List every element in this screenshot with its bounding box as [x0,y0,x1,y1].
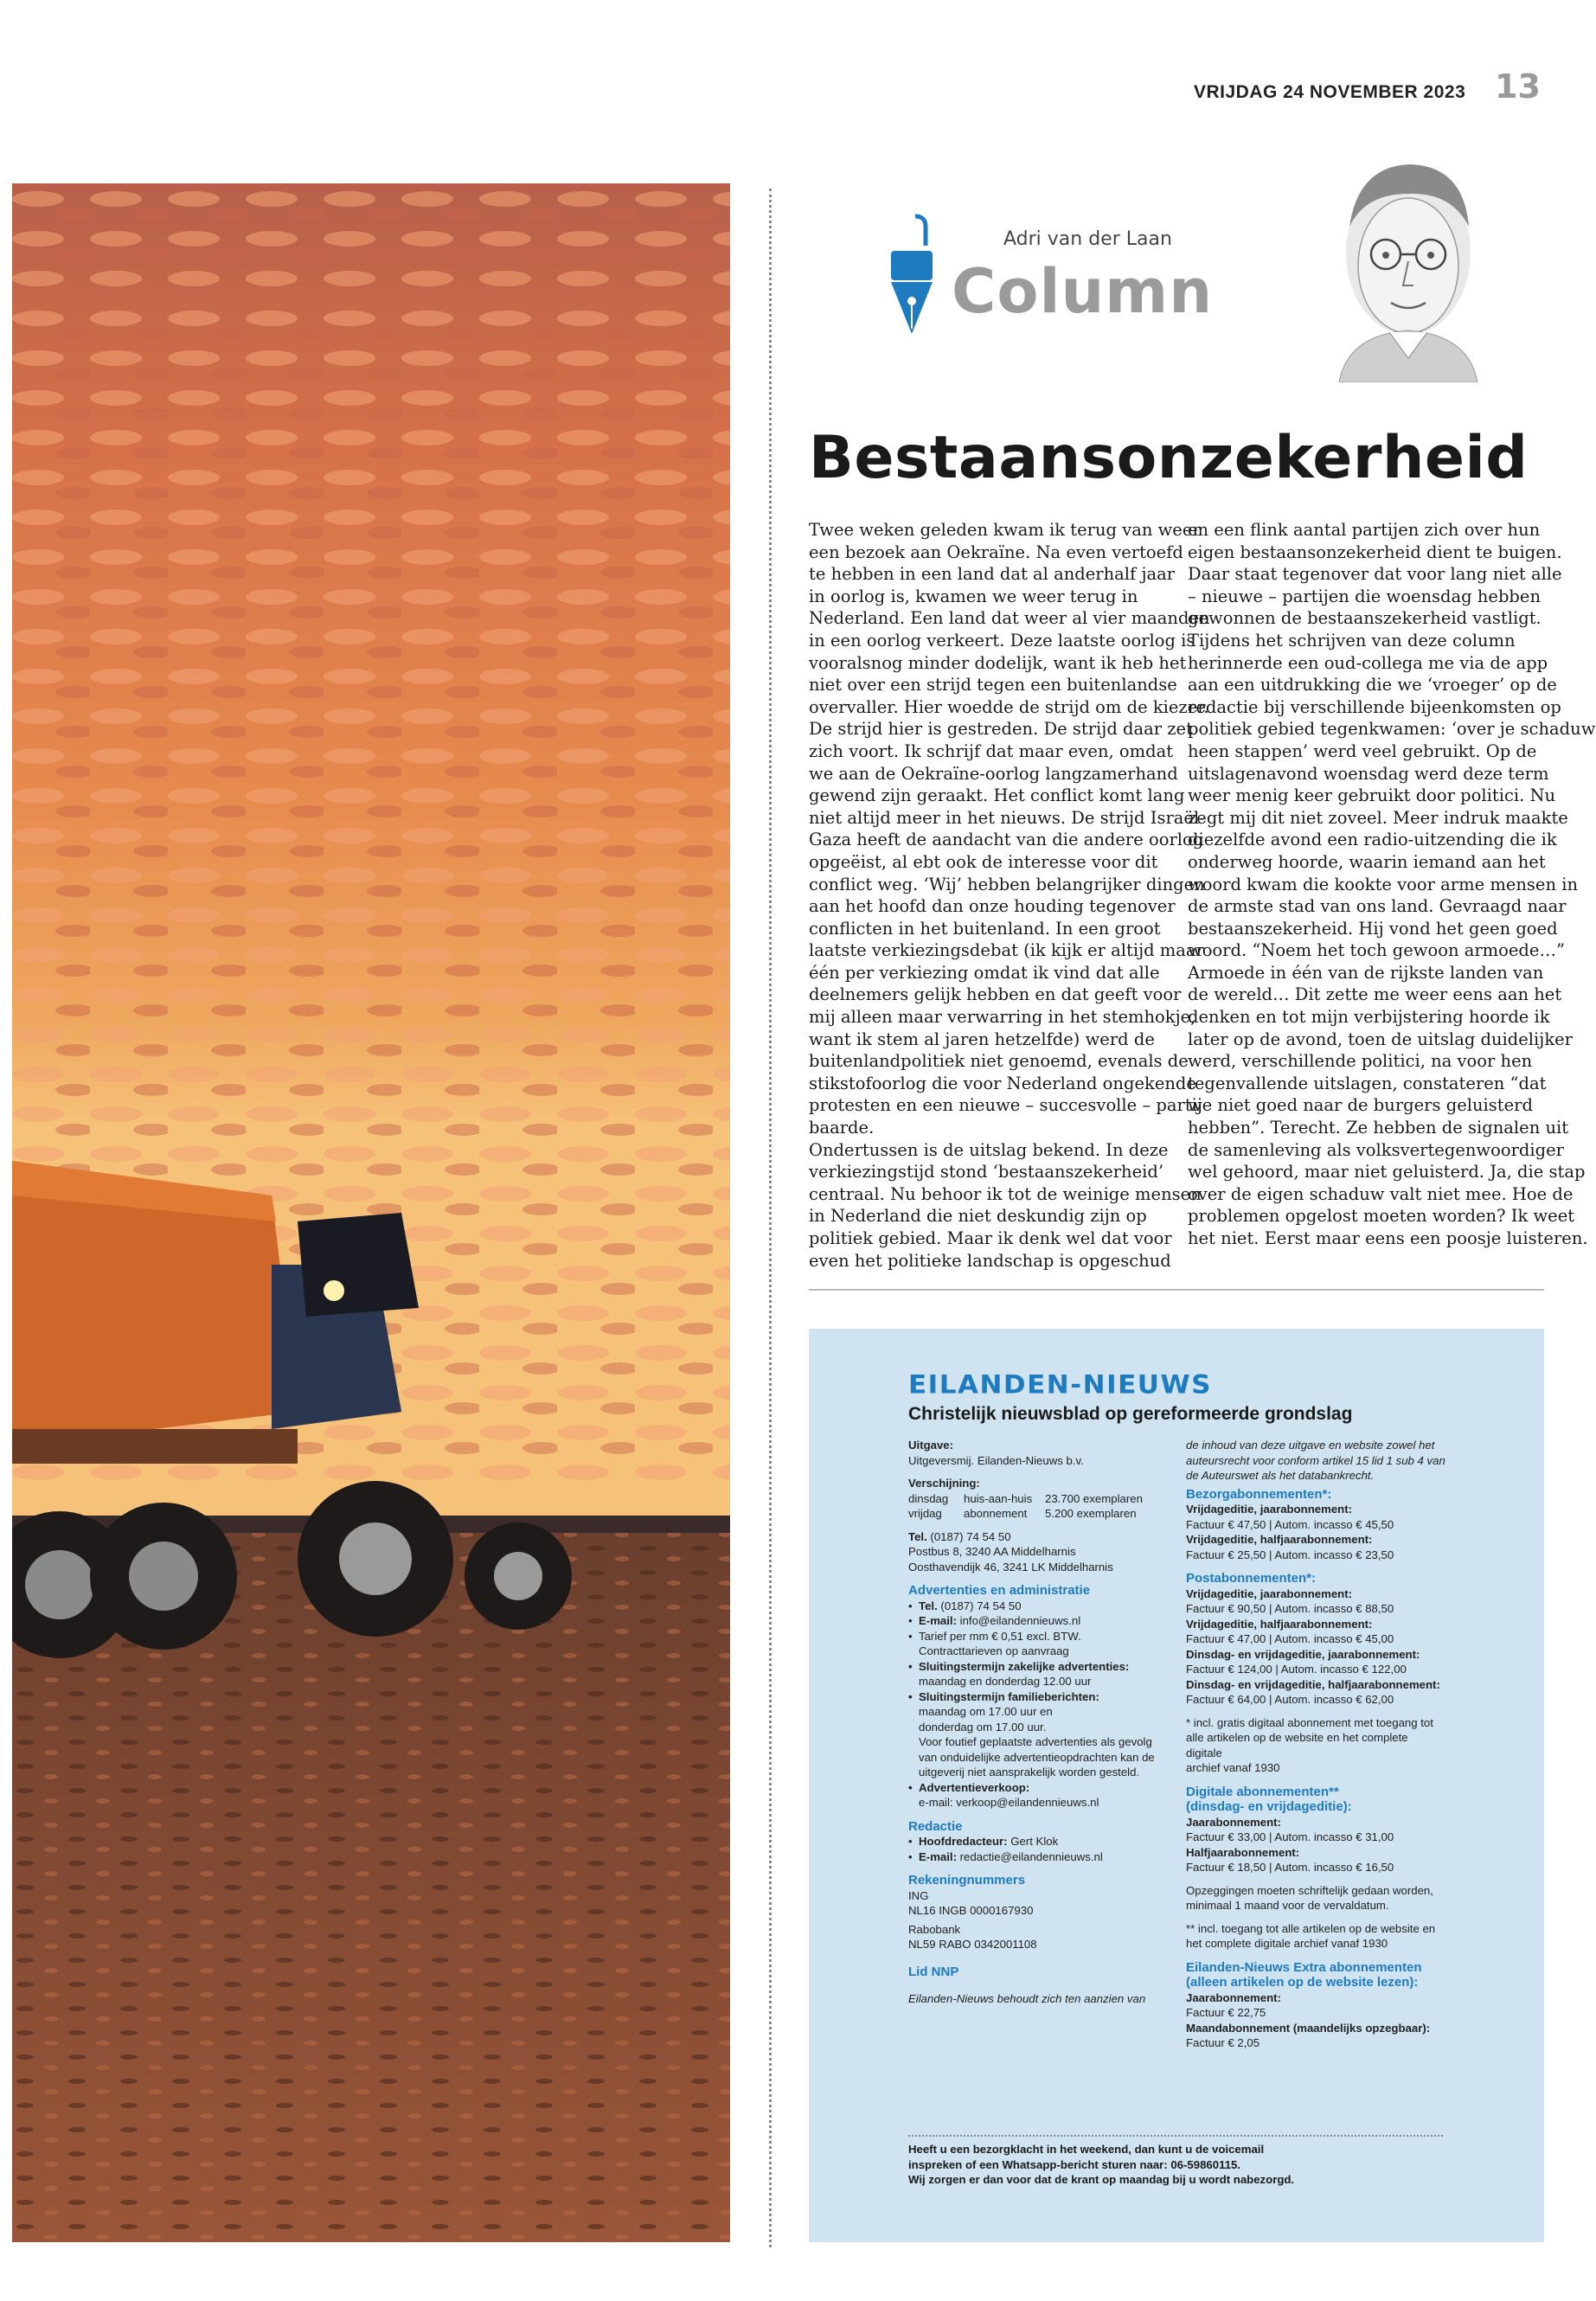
uitgave-heading: Uitgave: [908,1439,954,1452]
body-line: eigen bestaansonzekerheid dient te buigen. [1188,542,1562,562]
body-line: in een oorlog verkeert. Deze laatste oorlog is [809,630,1195,651]
body-line: protesten en een nieuwe – succesvolle – partij [809,1095,1202,1116]
adv-tel: • Tel. (0187) 74 54 50 [908,1599,1168,1614]
author-portrait [1322,149,1495,386]
bank-rabo: Rabobank [908,1922,961,1936]
newspaper-logo: EILANDEN-NIEUWS [908,1369,1212,1400]
body-line: woord kwam die kookte voor arme mensen in [1188,874,1579,894]
body-line: De strijd hier is gestreden. De strijd daar zet [809,719,1193,740]
article-body-col1 [809,519,1210,1272]
extra-heading-2: (alleen artikelen op de website lezen): [1186,1975,1419,1990]
body-line: gewonnen de bestaanszekerheid vastligt. [1188,608,1542,629]
opzegging-line: Opzeggingen moeten schriftelijk gedaan worden, [1186,1883,1433,1897]
body-line: heen stappen’ werd veel gebruikt. Op de [1188,740,1537,761]
verschijning-row: dinsdag huis-aan-huis 23.700 exemplaren [908,1491,1143,1505]
bezorg-heading: Bezorgabonnementen*: [1186,1486,1332,1502]
body-line: Nederland. Een land dat weer al vier maanden [809,608,1210,629]
body-line: we aan de Oekraïne-oorlog langzamerhand [809,763,1178,784]
footnote-line: het complete digitale archief vanaf 1930 [1186,1937,1388,1950]
adv-sluit-zakelijk-label: • Sluitingstermijn zakelijke advertenties: [908,1659,1168,1675]
extra-heading-1: Eilanden-Nieuws Extra abonnementen [1186,1959,1422,1975]
notice-line: Heeft u een bezorgklacht in het weekend, dan kunt u de voicemail [908,2143,1265,2156]
adv-note-3: uitgeverij niet aansprakelijk worden gesteld. [919,1766,1140,1779]
price-value: Factuur € 47,50 | Autom. incasso € 45,50 [1186,1517,1394,1531]
fountain-pen-icon [882,208,943,341]
article-body-col2 [1188,519,1596,1250]
price-value: Factuur € 18,50 | Autom. incasso € 16,50 [1186,1861,1394,1874]
footnote-line: alle artikelen op de website en het complete digitale [1186,1731,1408,1759]
colophon-divider [908,2135,1443,2137]
price-value: Factuur € 64,00 | Autom. incasso € 62,00 [1186,1693,1394,1706]
price-value: Factuur € 2,05 [1186,2036,1260,2049]
body-line: verkiezingstijd stond ‘bestaanszekerheid’ [809,1162,1164,1183]
body-line: niet altijd meer in het nieuws. De strijd Israël- [809,807,1205,828]
body-line: tegenvallende uitslagen, constateren “dat [1188,1073,1547,1093]
column-divider [769,189,772,2247]
body-line: politiek gebied. Maar ik denk wel dat voor [809,1228,1172,1248]
adv-note-1: Voor foutief geplaatste advertenties als gevolg [919,1735,1152,1748]
body-line: conflicten in het buitenland. In een groot [809,918,1161,939]
body-line: laatste verkiezingsdebat (ik kijk er altijd maar [809,940,1204,961]
adv-contract: Contracttarieven op aanvraag [919,1644,1069,1657]
telephone: Tel. (0187) 74 54 50 [908,1529,1011,1543]
digitaal-heading-1: Digitale abonnementen** [1186,1784,1339,1799]
body-line: conflict weg. ‘Wij’ hebben belangrijker dingen [809,874,1205,894]
body-line: werd, verschillende politici, na voor hen [1188,1051,1533,1072]
price-label: Maandabonnement (maandelijks opzegbaar): [1186,2021,1431,2035]
adv-sluit-zakelijk: maandag en donderdag 12.00 uur [919,1675,1092,1688]
body-line: hebben”. Terecht. Ze hebben de signalen uit [1188,1118,1569,1138]
body-line: Armoede in één van de rijkste landen van [1188,962,1544,983]
column-label: Column [952,256,1214,327]
price-label: Jaarabonnement: [1186,1815,1281,1829]
price-label: Halfjaarabonnement: [1186,1845,1300,1859]
body-line: diezelfde avond een radio-uitzending die ik [1188,830,1557,850]
body-line: later op de avond, toen de uitslag duidelijker [1188,1029,1573,1049]
body-line: uitslagenavond woensdag werd deze term [1188,763,1549,784]
price-value: Factuur € 33,00 | Autom. incasso € 31,00 [1186,1830,1394,1843]
body-line: te hebben in een land dat al anderhalf jaar [809,564,1176,585]
hoofdredacteur: • Hoofdredacteur: Gert Klok [908,1834,1168,1849]
adv-email[interactable]: • E-mail: info@eilandennieuws.nl [908,1613,1168,1629]
body-line: even het politieke landschap is opgeschud [809,1250,1171,1271]
body-line: bestaanszekerheid. Hij vond het geen goed [1188,918,1558,939]
body-line: baarde. [809,1118,875,1138]
body-line: gewend zijn geraakt. Het conflict komt lang [809,785,1185,806]
rights-line-3: auteursrecht voor conform artikel 15 lid 1 sub 4 van [1186,1453,1445,1467]
body-line: Gaza heeft de aandacht van die andere oorlog [809,830,1204,850]
price-value: Factuur € 90,50 | Autom. incasso € 88,50 [1186,1602,1394,1615]
price-label: Vrijdageditie, halfjaarabonnement: [1186,1617,1373,1631]
body-line: opgeëist, al ebt ook de interesse voor dit [809,851,1158,872]
opzegging-line: minimaal 1 maand voor de vervaldatum. [1186,1899,1389,1912]
bank-ing: ING [908,1888,929,1902]
price-value: Factuur € 47,00 | Autom. incasso € 45,00 [1186,1632,1394,1645]
rekeningnummers-heading: Rekeningnummers [908,1873,1026,1888]
footnote-line: ** incl. toegang tot alle artikelen op de website en [1186,1921,1436,1935]
body-line: Daar staat tegenover dat voor lang niet alle [1188,564,1562,585]
lid-nnp: Lid NNP [908,1964,959,1979]
uitgave-text: Uitgeversmij. Eilanden-Nieuws b.v. [908,1453,1084,1467]
adv-sluit-familie-1: maandag om 17.00 uur en [919,1705,1053,1718]
redactie-heading: Redactie [908,1818,963,1834]
body-line: stikstofoorlog die voor Nederland ongekende [809,1073,1196,1093]
body-line: problemen opgelost moeten worden? Ik weet [1188,1206,1575,1227]
adv-verkoop-label: • Advertentieverkoop: [908,1780,1168,1796]
bank-rabo-number: NL59 RABO 0342001108 [908,1938,1037,1951]
body-line: en een flink aantal partijen zich over hun [1188,520,1541,540]
body-line: politiek gebied tegenkwamen: ‘over je schaduw [1188,719,1596,740]
postal-address: Postbus 8, 3240 AA Middelharnis [908,1545,1076,1558]
body-line: zegt mij dit niet zoveel. Meer indruk maakte [1188,807,1568,828]
body-line: herinnerde een oud-collega me via de app [1188,652,1548,673]
body-line: denken en tot mijn verbijstering hoorde ik [1188,1007,1550,1028]
price-label: Dinsdag- en vrijdageditie, jaarabonnement: [1186,1647,1420,1661]
bezorgklacht-notice [908,2142,1443,2188]
body-line: Twee weken geleden kwam ik terug van weer [809,520,1201,540]
body-line: in Nederland die niet deskundig zijn op [809,1206,1147,1227]
adv-sluit-familie-label: • Sluitingstermijn familieberichten: [908,1689,1168,1705]
body-line: woord. “Noem het toch gewoon armoede…” [1188,940,1565,961]
price-label: Vrijdageditie, jaarabonnement: [1186,1586,1352,1600]
digitaal-heading-2: (dinsdag- en vrijdageditie): [1186,1799,1352,1814]
colophon-left-column [908,1438,1168,2007]
column-author: Adri van der Laan [1003,228,1172,250]
price-value: Factuur € 25,50 | Autom. incasso € 23,50 [1186,1548,1394,1561]
price-label: Vrijdageditie, halfjaarabonnement: [1186,1533,1373,1546]
verschijning-heading: Verschijning: [908,1477,980,1490]
body-line: want ik stem al jaren hetzelfde) werd de [809,1029,1155,1049]
adv-note-2: van onduidelijke advertentieopdrachten kan de [919,1750,1155,1764]
page-number: 13 [1495,67,1541,106]
newspaper-tagline: Christelijk nieuwsblad op gereformeerde grondslag [908,1404,1353,1424]
adv-tarief: • Tarief per mm € 0,51 excl. BTW. [908,1629,1168,1644]
price-label: Jaarabonnement: [1186,1990,1281,2004]
adv-sluit-familie-2: donderdag om 17.00 uur. [919,1720,1047,1734]
body-line: wel gehoord, maar niet geluisterd. Ja, die stap [1188,1162,1586,1183]
body-line: niet over een strijd tegen een buitenlandse [809,675,1177,695]
body-line: één per verkiezing omdat ik vind dat alle [809,962,1160,983]
body-line: deelnemers gelijk hebben en dat geeft voor [809,984,1182,1005]
body-line: Ondertussen is de uitslag bekend. In deze [809,1139,1169,1160]
body-line: onderweg hoorde, waarin iemand aan het [1188,851,1546,872]
post-heading: Postabonnementen*: [1186,1571,1317,1586]
body-line: we niet goed naar de burgers geluisterd [1188,1095,1533,1116]
rights-line-4: de Auteurswet als het databankrecht. [1186,1469,1375,1482]
body-line: over de eigen schaduw valt niet mee. Hoe de [1188,1183,1574,1204]
body-line: overvaller. Hier woedde de strijd om de kiezer. [809,696,1209,717]
advertenties-heading: Advertenties en administratie [908,1583,1091,1598]
price-value: Factuur € 124,00 | Autom. incasso € 122,00 [1186,1663,1407,1676]
redactie-email[interactable]: • E-mail: redactie@eilandennieuws.nl [908,1849,1168,1865]
article-end-rule [809,1289,1544,1291]
body-line: zich voort. Ik schrijf dat maar even, omdat [809,740,1174,761]
body-line: de wereld… Dit zette me weer eens aan het [1188,984,1562,1005]
footnote-line: archief vanaf 1930 [1186,1761,1280,1774]
footnote-line: * incl. gratis digitaal abonnement met toegang tot [1186,1715,1433,1729]
issue-date: VRIJDAG 24 NOVEMBER 2023 [1194,82,1466,102]
bank-ing-number: NL16 INGB 0000167930 [908,1904,1034,1917]
body-line: weer menig keer gebruikt door politici. Nu [1188,785,1556,806]
body-line: vooralsnog minder dodelijk, want ik heb het [809,652,1187,673]
body-line: centraal. Nu behoor ik tot de weinige mensen [809,1183,1202,1204]
price-label: Dinsdag- en vrijdageditie, halfjaarabonnement: [1186,1677,1440,1691]
verschijning-row: vrijdag abonnement 5.200 exemplaren [908,1507,1137,1520]
rights-line-2: de inhoud van deze uitgave en website zowel het [1186,1439,1435,1452]
body-line: de samenleving als volksvertegenwoordiger [1188,1139,1564,1160]
notice-line: Wij zorgen er dan voor dat de krant op maandag bij u wordt nabezorgd. [908,2173,1295,2186]
article-headline: Bestaansonzekerheid [809,424,1529,492]
adv-verkoop-email[interactable]: e-mail: verkoop@eilandennieuws.nl [919,1796,1099,1809]
body-line: een bezoek aan Oekraïne. Na even vertoefd [809,542,1183,562]
body-line: redactie bij verschillende bijeenkomsten op [1188,696,1561,717]
visit-address: Oosthavendijk 46, 3241 LK Middelharnis [908,1560,1113,1574]
body-line: mij alleen maar verwarring in het stemhokje, [809,1007,1196,1028]
price-value: Factuur € 22,75 [1186,2006,1266,2019]
body-line: – nieuwe – partijen die woensdag hebben [1188,586,1542,606]
body-line: buitenlandpolitiek niet genoemd, evenals de [809,1051,1189,1072]
price-label: Vrijdageditie, jaarabonnement: [1186,1503,1352,1516]
body-line: in oorlog is, kwamen we weer terug in [809,586,1138,606]
notice-line: inspreken of een Whatsapp-bericht sturen naar: 06-59860115. [908,2157,1241,2171]
body-line: de armste stad van ons land. Gevraagd naar [1188,896,1567,917]
rights-line-1: Eilanden-Nieuws behoudt zich ten aanzien van [908,1992,1146,2005]
colophon-right-column [1186,1438,1445,2051]
body-line: Tijdens het schrijven van deze column [1188,630,1516,651]
body-line: aan een uitdrukking die we ‘vroeger’ op de [1188,675,1557,695]
tractor-sunset-photo [12,183,730,2242]
body-line: het niet. Eerst maar eens een poosje luisteren. [1188,1228,1588,1248]
body-line: aan het hoofd dan onze houding tegenover [809,896,1176,917]
